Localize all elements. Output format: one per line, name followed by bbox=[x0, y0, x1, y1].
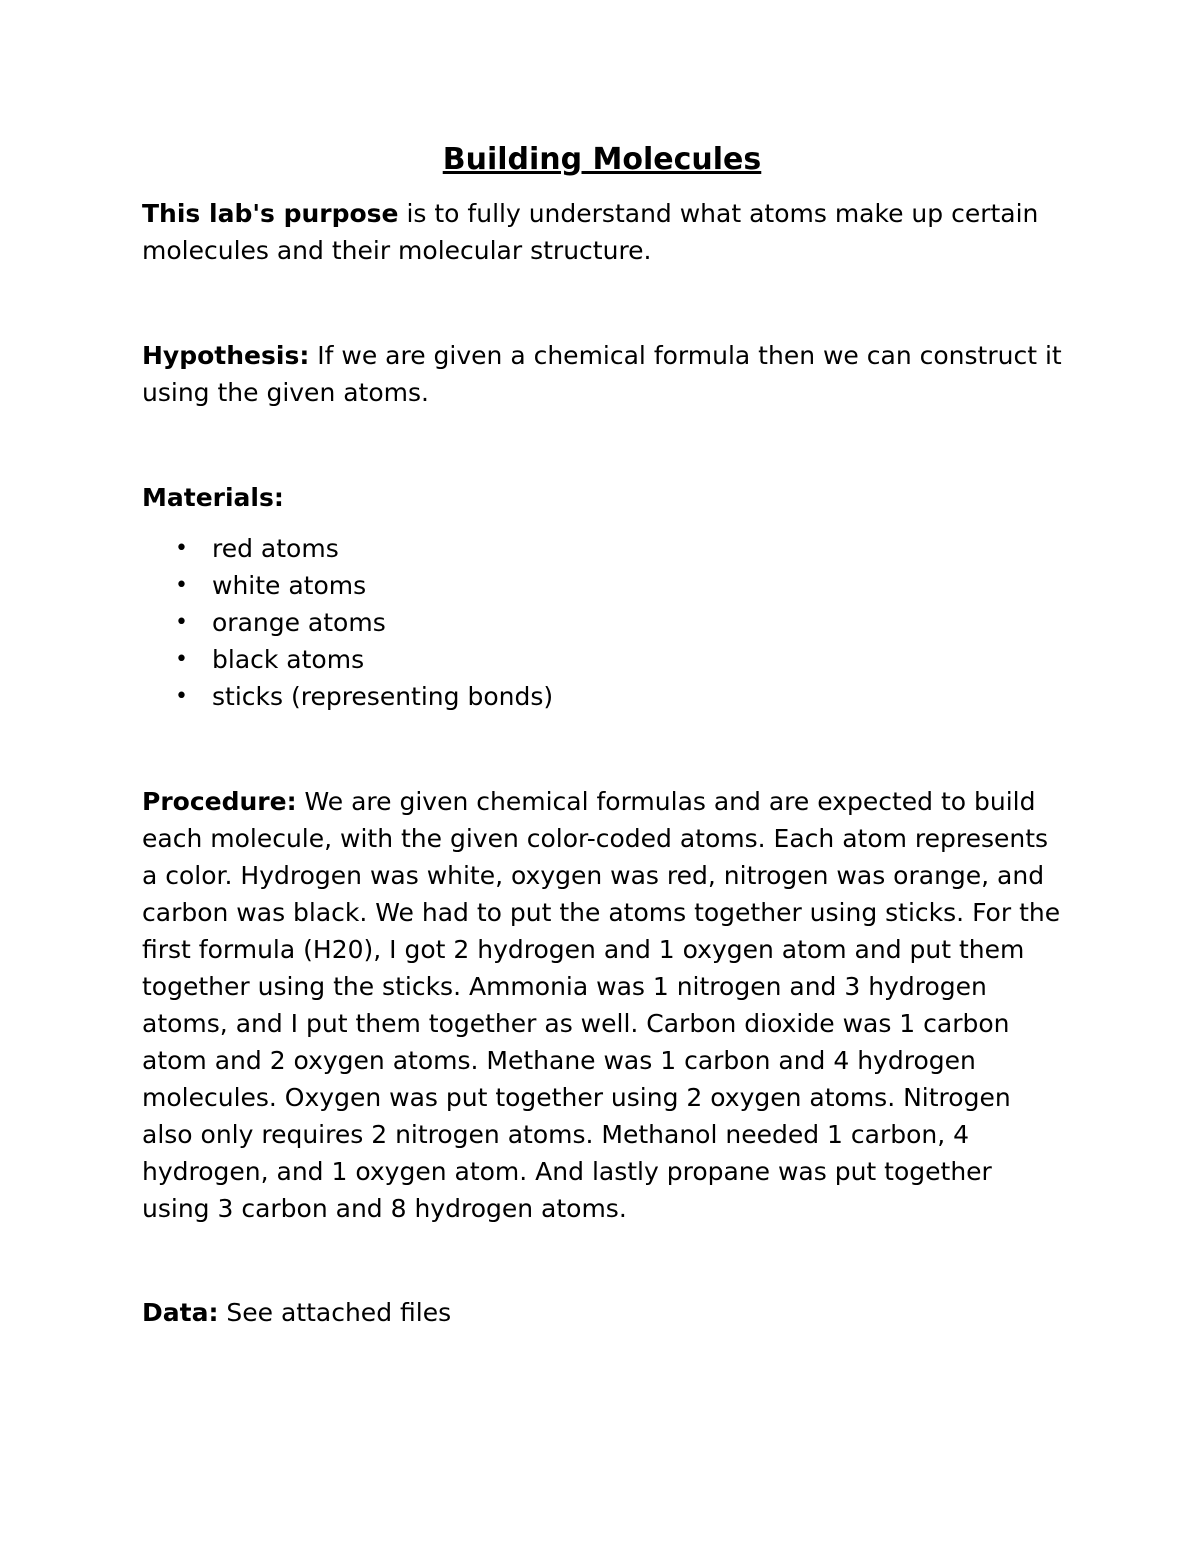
list-item-text: black atoms bbox=[212, 645, 365, 674]
list-item bbox=[142, 567, 1062, 604]
list-item-text: orange atoms bbox=[212, 608, 386, 637]
list-item bbox=[142, 678, 1062, 715]
purpose-text: is to fully understand what atoms make up certain molecules and their molecular structure. bbox=[142, 199, 1039, 265]
document-title: Building Molecules bbox=[442, 142, 762, 177]
list-item-text: white atoms bbox=[212, 571, 367, 600]
hypothesis-text: If we are given a chemical formula then we can construct it using the given atoms. bbox=[142, 341, 1062, 407]
procedure-paragraph bbox=[142, 783, 1062, 1227]
list-item-text: red atoms bbox=[212, 534, 339, 563]
materials-list bbox=[142, 530, 1062, 715]
procedure-label: Procedure: bbox=[142, 787, 297, 816]
procedure-text: We are given chemical formulas and are expected to build each molecule, with the given color-coded atoms. Each atom represents a color. Hydrogen was white, oxygen was red, nitrogen was orange, and carbon was black. We had to put the atoms together using sticks. For the first formula (H20), I got 2 hydrogen and 1 oxygen atom and put them together using the sticks. Ammonia was 1 nitrogen and 3 hydrogen atoms, and I put them together as well. Carbon dioxide was 1 carbon atom and 2 oxygen atoms. Methane was 1 carbon and 4 hydrogen molecules. Oxygen was put together using 2 oxygen atoms. Nitrogen also only requires 2 nitrogen atoms. Methanol needed 1 carbon, 4 hydrogen, and 1 oxygen atom. And lastly propane was put together using 3 carbon and 8 hydrogen atoms. bbox=[142, 787, 1061, 1223]
data-paragraph bbox=[142, 1294, 1062, 1331]
bullet-icon: • bbox=[175, 647, 188, 672]
bullet-icon: • bbox=[175, 610, 188, 635]
purpose-label: This lab's purpose bbox=[142, 199, 399, 228]
purpose-paragraph bbox=[142, 195, 1062, 269]
materials-heading bbox=[142, 479, 1062, 516]
list-item bbox=[142, 604, 1062, 641]
list-item bbox=[142, 530, 1062, 567]
hypothesis-paragraph bbox=[142, 337, 1062, 411]
materials-label: Materials: bbox=[142, 483, 284, 512]
bullet-icon: • bbox=[175, 684, 188, 709]
data-label: Data: bbox=[142, 1298, 219, 1327]
hypothesis-label: Hypothesis: bbox=[142, 341, 310, 370]
document-page bbox=[142, 140, 1062, 1331]
bullet-icon: • bbox=[175, 573, 188, 598]
list-item-text: sticks (representing bonds) bbox=[212, 682, 554, 711]
list-item bbox=[142, 641, 1062, 678]
data-text: See attached files bbox=[218, 1298, 452, 1327]
bullet-icon: • bbox=[175, 536, 188, 561]
